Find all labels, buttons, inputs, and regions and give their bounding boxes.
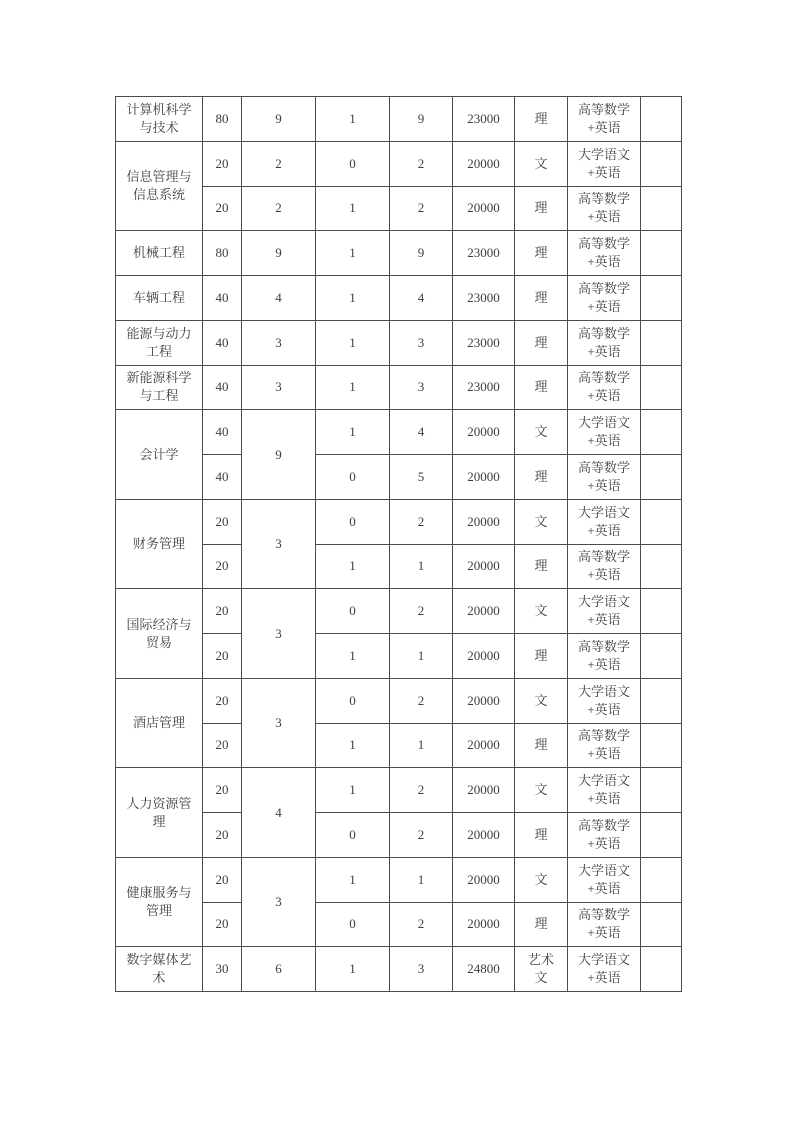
note-cell: [641, 97, 682, 142]
exam-subject-line1: 大学语文: [577, 594, 630, 610]
col4-value-cell: 1: [316, 768, 390, 813]
note-cell: [641, 589, 682, 634]
exam-subject-line2: +英语: [587, 925, 621, 941]
col2-value-cell: 20: [203, 589, 242, 634]
col5-value-cell: 3: [390, 365, 453, 410]
exam-subject-line2: +英语: [587, 522, 621, 538]
tuition-cell: 20000: [453, 902, 515, 947]
exam-subject-line1: 大学语文: [577, 415, 630, 431]
exam-subject-line1: 高等数学: [577, 907, 630, 923]
tuition-cell: 20000: [453, 544, 515, 589]
tuition-cell: 20000: [453, 589, 515, 634]
col5-value-cell: 1: [390, 723, 453, 768]
col3-value-cell: 2: [242, 186, 316, 231]
tuition-cell: 20000: [453, 768, 515, 813]
col2-value-cell: 40: [203, 410, 242, 455]
col5-value-cell: 5: [390, 455, 453, 500]
tuition-cell: 20000: [453, 141, 515, 186]
table-row: [116, 678, 682, 723]
category-cell: 文: [515, 141, 568, 186]
note-cell: [641, 231, 682, 276]
exam-subjects-cell: [568, 857, 641, 902]
exam-subject-line2: +英语: [587, 164, 621, 180]
tuition-cell: 20000: [453, 634, 515, 679]
col4-value-cell: 1: [316, 231, 390, 276]
col2-value-cell: 20: [203, 678, 242, 723]
category-cell: 理: [515, 320, 568, 365]
note-cell: [641, 634, 682, 679]
exam-subjects-cell: [568, 499, 641, 544]
tuition-cell: 20000: [453, 723, 515, 768]
exam-subject-line2: +英语: [587, 656, 621, 672]
exam-subject-line2: +英语: [587, 701, 621, 717]
category-cell: 文: [515, 499, 568, 544]
col4-value-cell: 1: [316, 634, 390, 679]
category-cell: 理: [515, 276, 568, 321]
tuition-cell: 20000: [453, 410, 515, 455]
col5-value-cell: 2: [390, 499, 453, 544]
col4-value-cell: 0: [316, 678, 390, 723]
exam-subject-line1: 大学语文: [577, 683, 630, 699]
major-name-cell: 健康服务与管理: [116, 857, 203, 947]
major-name-cell: 新能源科学与工程: [116, 365, 203, 410]
note-cell: [641, 902, 682, 947]
major-name-cell: 会计学: [116, 410, 203, 500]
col3-value-cell: 9: [242, 231, 316, 276]
tuition-cell: 23000: [453, 276, 515, 321]
category-cell: 理: [515, 186, 568, 231]
col3-value-cell: 2: [242, 141, 316, 186]
table-row: [116, 947, 682, 992]
col2-value-cell: 20: [203, 141, 242, 186]
table-row: [116, 320, 682, 365]
exam-subjects-cell: [568, 365, 641, 410]
col4-value-cell: 1: [316, 947, 390, 992]
col3-value-cell: 9: [242, 97, 316, 142]
table-row: [116, 97, 682, 142]
table-row: [116, 365, 682, 410]
exam-subjects-cell: [568, 589, 641, 634]
category-cell: 文: [515, 589, 568, 634]
col3-value-cell: 4: [242, 768, 316, 858]
exam-subjects-cell: [568, 455, 641, 500]
col3-value-cell: 3: [242, 365, 316, 410]
col2-value-cell: 80: [203, 97, 242, 142]
note-cell: [641, 186, 682, 231]
exam-subjects-cell: [568, 186, 641, 231]
exam-subjects-cell: [568, 544, 641, 589]
col2-value-cell: 40: [203, 455, 242, 500]
table-row: [116, 589, 682, 634]
exam-subjects-cell: [568, 678, 641, 723]
note-cell: [641, 678, 682, 723]
major-name-cell: 计算机科学与技术: [116, 97, 203, 142]
exam-subject-line2: +英语: [587, 791, 621, 807]
tuition-cell: 20000: [453, 857, 515, 902]
col5-value-cell: 2: [390, 813, 453, 858]
tuition-cell: 20000: [453, 678, 515, 723]
category-cell: 理: [515, 97, 568, 142]
col5-value-cell: 1: [390, 857, 453, 902]
table-row: [116, 141, 682, 186]
exam-subjects-cell: [568, 813, 641, 858]
exam-subject-line2: +英语: [587, 880, 621, 896]
major-name-cell: 机械工程: [116, 231, 203, 276]
col2-value-cell: 20: [203, 544, 242, 589]
exam-subject-line2: +英语: [587, 567, 621, 583]
exam-subjects-cell: [568, 141, 641, 186]
exam-subject-line1: 大学语文: [577, 146, 630, 162]
exam-subjects-cell: [568, 231, 641, 276]
note-cell: [641, 768, 682, 813]
category-cell: 文: [515, 410, 568, 455]
col3-value-cell: 4: [242, 276, 316, 321]
exam-subject-line2: +英语: [587, 433, 621, 449]
category-cell: 理: [515, 544, 568, 589]
col2-value-cell: 20: [203, 499, 242, 544]
col4-value-cell: 1: [316, 320, 390, 365]
col2-value-cell: 20: [203, 723, 242, 768]
tuition-cell: 23000: [453, 97, 515, 142]
col4-value-cell: 0: [316, 455, 390, 500]
table-row: [116, 499, 682, 544]
tuition-cell: 23000: [453, 320, 515, 365]
col2-value-cell: 20: [203, 768, 242, 813]
note-cell: [641, 857, 682, 902]
col4-value-cell: 1: [316, 723, 390, 768]
admissions-table: [115, 96, 682, 992]
category-cell: 文: [515, 857, 568, 902]
exam-subjects-cell: [568, 320, 641, 365]
exam-subjects-cell: [568, 97, 641, 142]
note-cell: [641, 365, 682, 410]
col4-value-cell: 1: [316, 186, 390, 231]
exam-subjects-cell: [568, 768, 641, 813]
major-name-cell: 数字媒体艺术: [116, 947, 203, 992]
category-cell: 理: [515, 455, 568, 500]
note-cell: [641, 455, 682, 500]
exam-subject-line1: 大学语文: [577, 504, 630, 520]
col5-value-cell: 2: [390, 141, 453, 186]
note-cell: [641, 947, 682, 992]
exam-subject-line2: +英语: [587, 254, 621, 270]
col3-value-cell: 6: [242, 947, 316, 992]
col5-value-cell: 2: [390, 902, 453, 947]
col4-value-cell: 0: [316, 902, 390, 947]
note-cell: [641, 141, 682, 186]
exam-subject-line1: 高等数学: [577, 817, 630, 833]
table-row: [116, 410, 682, 455]
col3-value-cell: 3: [242, 678, 316, 768]
exam-subject-line2: +英语: [587, 343, 621, 359]
col5-value-cell: 2: [390, 678, 453, 723]
col4-value-cell: 0: [316, 499, 390, 544]
col2-value-cell: 30: [203, 947, 242, 992]
category-cell: 文: [515, 768, 568, 813]
exam-subject-line1: 高等数学: [577, 191, 630, 207]
note-cell: [641, 320, 682, 365]
col4-value-cell: 1: [316, 857, 390, 902]
category-cell: 艺术文: [515, 947, 568, 992]
exam-subjects-cell: [568, 276, 641, 321]
note-cell: [641, 544, 682, 589]
col2-value-cell: 40: [203, 320, 242, 365]
exam-subject-line1: 高等数学: [577, 325, 630, 341]
exam-subject-line1: 高等数学: [577, 638, 630, 654]
col5-value-cell: 2: [390, 186, 453, 231]
col4-value-cell: 1: [316, 410, 390, 455]
category-cell: 文: [515, 678, 568, 723]
col2-value-cell: 20: [203, 813, 242, 858]
col3-value-cell: 9: [242, 410, 316, 500]
exam-subject-line1: 大学语文: [577, 862, 630, 878]
col5-value-cell: 1: [390, 634, 453, 679]
tuition-cell: 23000: [453, 365, 515, 410]
exam-subject-line1: 高等数学: [577, 728, 630, 744]
exam-subject-line2: +英语: [587, 970, 621, 986]
exam-subject-line2: +英语: [587, 612, 621, 628]
col4-value-cell: 0: [316, 589, 390, 634]
col2-value-cell: 80: [203, 231, 242, 276]
exam-subject-line2: +英语: [587, 119, 621, 135]
col2-value-cell: 40: [203, 365, 242, 410]
major-name-cell: 酒店管理: [116, 678, 203, 768]
exam-subject-line2: +英语: [587, 746, 621, 762]
col2-value-cell: 20: [203, 634, 242, 679]
col5-value-cell: 3: [390, 947, 453, 992]
exam-subject-line1: 高等数学: [577, 280, 630, 296]
exam-subject-line2: +英语: [587, 209, 621, 225]
major-name-cell: 车辆工程: [116, 276, 203, 321]
table-row: [116, 231, 682, 276]
major-name-cell: 财务管理: [116, 499, 203, 589]
col2-value-cell: 20: [203, 857, 242, 902]
col5-value-cell: 9: [390, 97, 453, 142]
note-cell: [641, 410, 682, 455]
col4-value-cell: 0: [316, 141, 390, 186]
major-name-cell: 信息管理与信息系统: [116, 141, 203, 231]
col3-value-cell: 3: [242, 320, 316, 365]
category-cell: 理: [515, 634, 568, 679]
tuition-cell: 20000: [453, 499, 515, 544]
col3-value-cell: 3: [242, 499, 316, 589]
col4-value-cell: 1: [316, 97, 390, 142]
exam-subject-line2: +英语: [587, 477, 621, 493]
category-cell: 理: [515, 902, 568, 947]
col5-value-cell: 9: [390, 231, 453, 276]
col3-value-cell: 3: [242, 589, 316, 679]
exam-subject-line1: 高等数学: [577, 549, 630, 565]
tuition-cell: 23000: [453, 231, 515, 276]
table-row: [116, 857, 682, 902]
exam-subject-line1: 高等数学: [577, 370, 630, 386]
exam-subjects-cell: [568, 634, 641, 679]
col4-value-cell: 1: [316, 365, 390, 410]
exam-subject-line2: +英语: [587, 835, 621, 851]
col5-value-cell: 1: [390, 544, 453, 589]
exam-subject-line1: 高等数学: [577, 459, 630, 475]
exam-subject-line1: 大学语文: [577, 952, 630, 968]
note-cell: [641, 499, 682, 544]
note-cell: [641, 276, 682, 321]
col2-value-cell: 20: [203, 902, 242, 947]
col5-value-cell: 3: [390, 320, 453, 365]
col2-value-cell: 40: [203, 276, 242, 321]
note-cell: [641, 723, 682, 768]
tuition-cell: 20000: [453, 455, 515, 500]
tuition-cell: 20000: [453, 813, 515, 858]
exam-subject-line1: 高等数学: [577, 101, 630, 117]
major-name-cell: 人力资源管理: [116, 768, 203, 858]
category-cell: 理: [515, 813, 568, 858]
col4-value-cell: 1: [316, 276, 390, 321]
major-name-cell: 能源与动力工程: [116, 320, 203, 365]
col5-value-cell: 2: [390, 768, 453, 813]
category-cell: 理: [515, 231, 568, 276]
exam-subject-line2: +英语: [587, 298, 621, 314]
category-cell: 理: [515, 365, 568, 410]
exam-subjects-cell: [568, 947, 641, 992]
col5-value-cell: 4: [390, 410, 453, 455]
table-row: [116, 276, 682, 321]
col2-value-cell: 20: [203, 186, 242, 231]
exam-subjects-cell: [568, 723, 641, 768]
tuition-cell: 20000: [453, 186, 515, 231]
col3-value-cell: 3: [242, 857, 316, 947]
exam-subjects-cell: [568, 902, 641, 947]
col4-value-cell: 0: [316, 813, 390, 858]
exam-subjects-cell: [568, 410, 641, 455]
table-row: [116, 768, 682, 813]
note-cell: [641, 813, 682, 858]
col4-value-cell: 1: [316, 544, 390, 589]
exam-subject-line1: 高等数学: [577, 236, 630, 252]
exam-subject-line2: +英语: [587, 388, 621, 404]
category-cell: 理: [515, 723, 568, 768]
major-name-cell: 国际经济与贸易: [116, 589, 203, 679]
tuition-cell: 24800: [453, 947, 515, 992]
col5-value-cell: 4: [390, 276, 453, 321]
exam-subject-line1: 大学语文: [577, 773, 630, 789]
col5-value-cell: 2: [390, 589, 453, 634]
